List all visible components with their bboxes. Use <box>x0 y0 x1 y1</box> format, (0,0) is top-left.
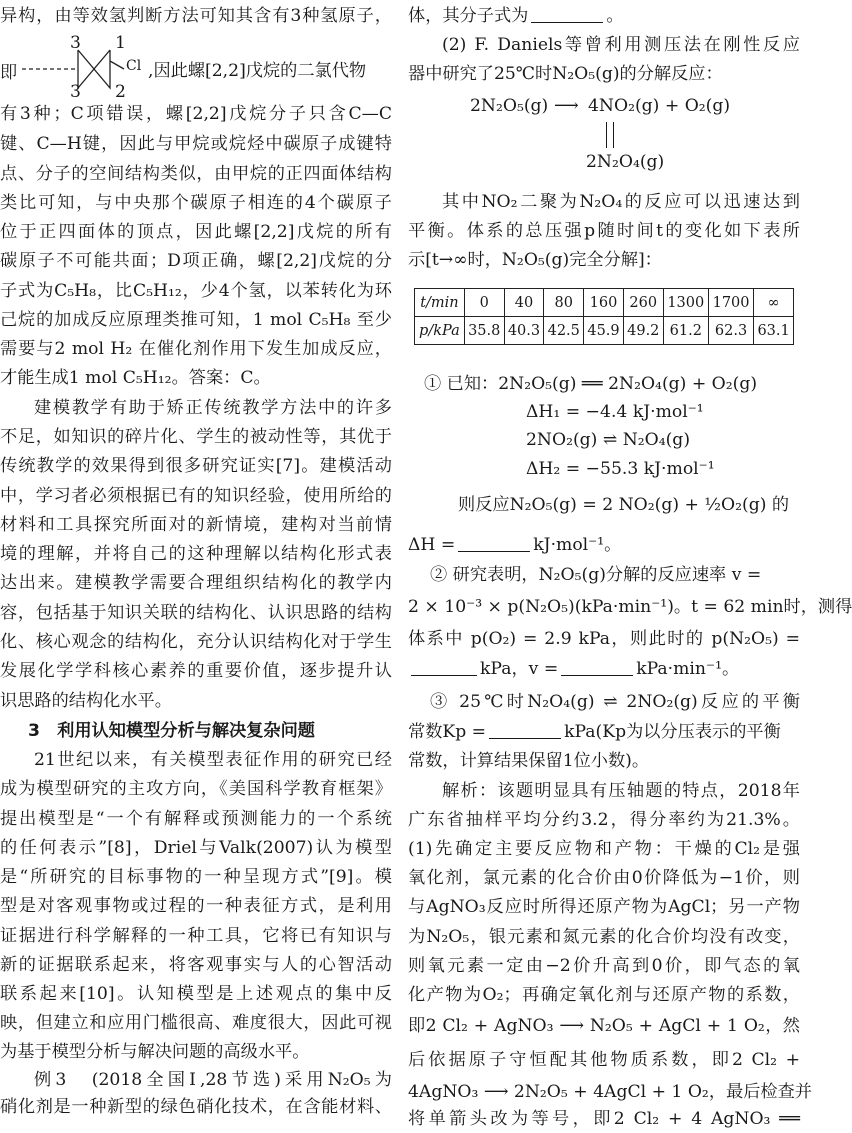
reaction-scheme <box>408 96 800 176</box>
answer-blank[interactable] <box>411 657 477 676</box>
chlorine-label: Cl <box>126 58 142 74</box>
text-line: 碳原子不可能共面；D项正确，螺[2,2]戊烷的分 <box>0 251 392 271</box>
paragraph-first-line: 建模教学有助于矫正传统教学方法中的许多 <box>34 398 392 418</box>
text-line <box>408 533 800 557</box>
text-line <box>408 4 800 28</box>
question-text: 。 <box>606 6 624 26</box>
table-cell: 35.8 <box>464 317 504 345</box>
text-line: 子式为C₅H₈，比C₅H₁₂，少4个氢，以苯转化为环 <box>0 281 392 301</box>
table-cell: 80 <box>544 289 584 317</box>
question-text: 体，其分子式为 <box>408 6 529 26</box>
text-line: 类比可知，与中央那个碳原子相连的4个碳原子 <box>0 193 392 213</box>
right-column <box>408 0 852 1133</box>
text-line: 体系中 p(O₂) = 2.9 kPa，则此时的 p(N₂O₅) = <box>408 629 800 649</box>
text-line: 示[t→∞时，N₂O₅(g)完全分解]： <box>408 250 662 270</box>
label-top-left: 3 <box>70 33 81 53</box>
text-line: 键、C—H键，因此与甲烷或烷烃中碳原子成键特 <box>0 134 392 154</box>
text-line: 的任何表示”[8]，Driel与Valk(2007)认为模型 <box>0 838 392 858</box>
reaction-products: 4NO₂(g) + O₂(g) <box>588 96 731 116</box>
text-line: 器中研究了25℃时N₂O₅(g)的分解反应： <box>408 64 723 84</box>
text-line: 材料和工具探究所面对的新情境，建构对当前情 <box>0 515 392 535</box>
text-line: 映，但建立和应用门槛很高、难度很大，因此可视 <box>0 1013 392 1033</box>
table-cell: 62.3 <box>708 317 753 345</box>
text-line: 是“所研究的目标事物的一种呈现方式”[9]。模 <box>0 867 392 887</box>
table-cell: 1300 <box>663 289 708 317</box>
question-text: kPa·min⁻¹。 <box>636 659 740 679</box>
table-cell: ∞ <box>754 289 794 317</box>
answer-blank[interactable] <box>561 657 633 676</box>
paragraph-first-line: 21世纪以来，有关模型表征作用的研究已经 <box>34 750 392 770</box>
table-cell: 260 <box>623 289 663 317</box>
table-cell: 49.2 <box>623 317 663 345</box>
table-header-cell: p/kPa <box>415 317 465 345</box>
question-text: kJ·mol⁻¹。 <box>533 535 622 555</box>
reaction-arrow: ⟶ <box>554 96 579 116</box>
reaction-reactant: 2N₂O₅(g) <box>470 96 549 116</box>
text-line: 2 × 10⁻³ × p(N₂O₅)(kPa·min⁻¹)。t = 62 min时，测得 <box>408 597 852 617</box>
text-line: ③ 25℃时N₂O₄(g) ⇌ 2NO₂(g)反应的平衡 <box>430 692 800 712</box>
question-text: ΔH = <box>408 535 456 555</box>
text-line: 证据进行科学解释的一种工具，它将已有知识与 <box>0 926 392 946</box>
text-line: 平衡。体系的总压强p随时间t的变化如下表所 <box>408 221 800 241</box>
structure-trailing-text: ,因此螺[2,2]戊烷的二氯代物 <box>148 61 367 81</box>
text-line: 型是对客观事物或过程的一种表征方式，是利用 <box>0 896 392 916</box>
text-line: 中，学习者必须根据已有的知识经验，使用所给的 <box>0 486 392 506</box>
text-line: 不足，如知识的碎片化、学生的被动性等，其优于 <box>0 427 392 447</box>
text-line: 则氧元素一定由−2价升高到0价，即气态的氧 <box>408 956 800 976</box>
label-bottom-left: 3 <box>70 82 81 102</box>
question-text: 常数Kp = <box>408 722 487 742</box>
paragraph-first-line: 解析：该题明显具有压轴题的特点，2018年 <box>442 781 800 801</box>
text-line: 容，包括基于知识关联的结构化、认识思路的结构 <box>0 603 392 623</box>
text-line: 提出模型是“一个有解释或预测能力的一个系统 <box>0 809 392 829</box>
text-line: 需要与2 mol H₂ 在催化剂作用下发生加成反应， <box>0 339 392 359</box>
text-line: 为基于模型分析与解决问题的高级水平。 <box>0 1042 310 1062</box>
text-line: 为N₂O₅，银元素和氮元素的化合价均没有改变， <box>408 927 800 947</box>
text-line: 氧化剂，氯元素的化合价由0价降低为−1价，则 <box>408 868 800 888</box>
text-line: 异构，由等效氢判断方法可知其含有3种氢原子， <box>0 6 392 26</box>
table-cell: 1700 <box>708 289 753 317</box>
text-line: (2) F. Daniels等曾利用测压法在刚性反应 <box>442 35 800 55</box>
text-line: 成为模型研究的主攻方向，《美国科学教育框架》 <box>0 779 392 799</box>
text-line <box>408 720 800 744</box>
left-column <box>0 0 392 1133</box>
text-line: 其中NO₂二聚为N₂O₄的反应可以迅速达到 <box>442 192 800 212</box>
text-line: 点、分子的空间结构类似，由甲烷的正四面体结构 <box>0 164 392 184</box>
text-line: 位于正四面体的顶点，因此螺[2,2]戊烷的所有 <box>0 222 392 242</box>
equation-line: ΔH₂ = −55.3 kJ·mol⁻¹ <box>526 459 715 479</box>
text-line: 化、核心观念的结构化，充分认识结构化对于学生 <box>0 632 392 652</box>
equation-line: ΔH₁ = −4.4 kJ·mol⁻¹ <box>526 402 704 422</box>
table-cell: 45.9 <box>584 317 624 345</box>
question-text: kPa，v = <box>480 659 559 679</box>
text-line: 境的理解，并将自己的这种理解以结构化形式表 <box>0 544 392 564</box>
text-line: 硝化剂是一种新型的绿色硝化技术，在含能材料、 <box>0 1097 392 1117</box>
equilibrium-arrow <box>606 122 614 148</box>
pressure-table <box>414 288 794 345</box>
text-line: 识思路的结构化水平。 <box>0 691 172 711</box>
text-line: 则反应N₂O₅(g) = 2 NO₂(g) + ½O₂(g) 的 <box>458 495 790 515</box>
table-cell: 61.2 <box>663 317 708 345</box>
text-line: 后依据原子守恒配其他物质系数，即2 Cl₂ + <box>408 1050 800 1070</box>
table-cell: 63.1 <box>754 317 794 345</box>
text-line: 4AgNO₃ ⟶ 2N₂O₅ + 4AgCl + 1 O₂，最后检查并 <box>408 1082 812 1102</box>
answer-blank[interactable] <box>458 533 530 552</box>
spiro-structure-figure <box>0 33 392 102</box>
section-heading: 3 利用认知模型分析与解决复杂问题 <box>28 721 315 741</box>
label-bottom-right: 2 <box>115 82 126 102</box>
text-line: 有3种；C项错误，螺[2,2]戊烷分子只含C—C <box>0 104 392 124</box>
table-row <box>415 317 794 345</box>
answer-blank[interactable] <box>489 720 561 739</box>
equation-line: ① 已知：2N₂O₅(g) ══ 2N₂O₄(g) + O₂(g) <box>424 374 758 394</box>
text-line: 与AgNO₃反应时所得还原产物为AgCl；另一产物 <box>408 897 800 917</box>
text-line: 广东省抽样平均分约3.2，得分率约为21.3%。 <box>408 810 800 830</box>
reaction-dimer: 2N₂O₄(g) <box>586 152 665 172</box>
text-line <box>408 657 800 681</box>
text-line: 化产物为O₂；再确定氧化剂与还原产物的系数， <box>408 985 800 1005</box>
text-line: 发展化学学科核心素养的重要价值，逐步提升认 <box>0 661 392 681</box>
table-cell: 42.5 <box>544 317 584 345</box>
text-line: 己烷的加成反应原理类推可知，1 mol C₅H₈ 至少 <box>0 310 392 330</box>
text-line: 将单箭头改为等号，即2 Cl₂ + 4 AgNO₃ ══ <box>408 1109 800 1129</box>
label-top-right: 1 <box>115 33 126 53</box>
text-line: 常数，计算结果保留1位小数)。 <box>408 751 650 771</box>
table-header-cell: t/min <box>415 289 465 317</box>
text-line: 传统教学的效果得到很多研究证实[7]。建模活动 <box>0 456 392 476</box>
table-cell: 160 <box>584 289 624 317</box>
question-text: kPa(Kp为以分压表示的平衡 <box>564 722 781 742</box>
answer-blank[interactable] <box>531 4 603 23</box>
equation-line: 2NO₂(g) ⇌ N₂O₄(g) <box>526 430 691 450</box>
text-line: (1)先确定主要反应物和产物：干燥的Cl₂是强 <box>408 839 800 859</box>
table-cell: 40.3 <box>504 317 544 345</box>
table-row <box>415 289 794 317</box>
table-cell: 40 <box>504 289 544 317</box>
text-line: ② 研究表明，N₂O₅(g)分解的反应速率 v = <box>430 565 762 585</box>
structure-prefix: 即 <box>0 63 18 83</box>
text-line: 达出来。建模教学需要合理组织结构化的教学内 <box>0 573 392 593</box>
text-line: 新的证据联系起来，将客观事实与人的心智活动 <box>0 955 392 975</box>
text-line: 才能生成1 mol C₅H₁₂。答案：C。 <box>0 368 271 388</box>
text-line: 联系起来[10]。认知模型是上述观点的集中反 <box>0 984 392 1004</box>
text-line: 即2 Cl₂ + AgNO₃ ⟶ N₂O₅ + AgCl + 1 O₂，然 <box>408 1016 800 1036</box>
example-title: 例3 (2018全国Ⅰ,28节选)采用N₂O₅为 <box>34 1070 392 1090</box>
table-cell: 0 <box>464 289 504 317</box>
